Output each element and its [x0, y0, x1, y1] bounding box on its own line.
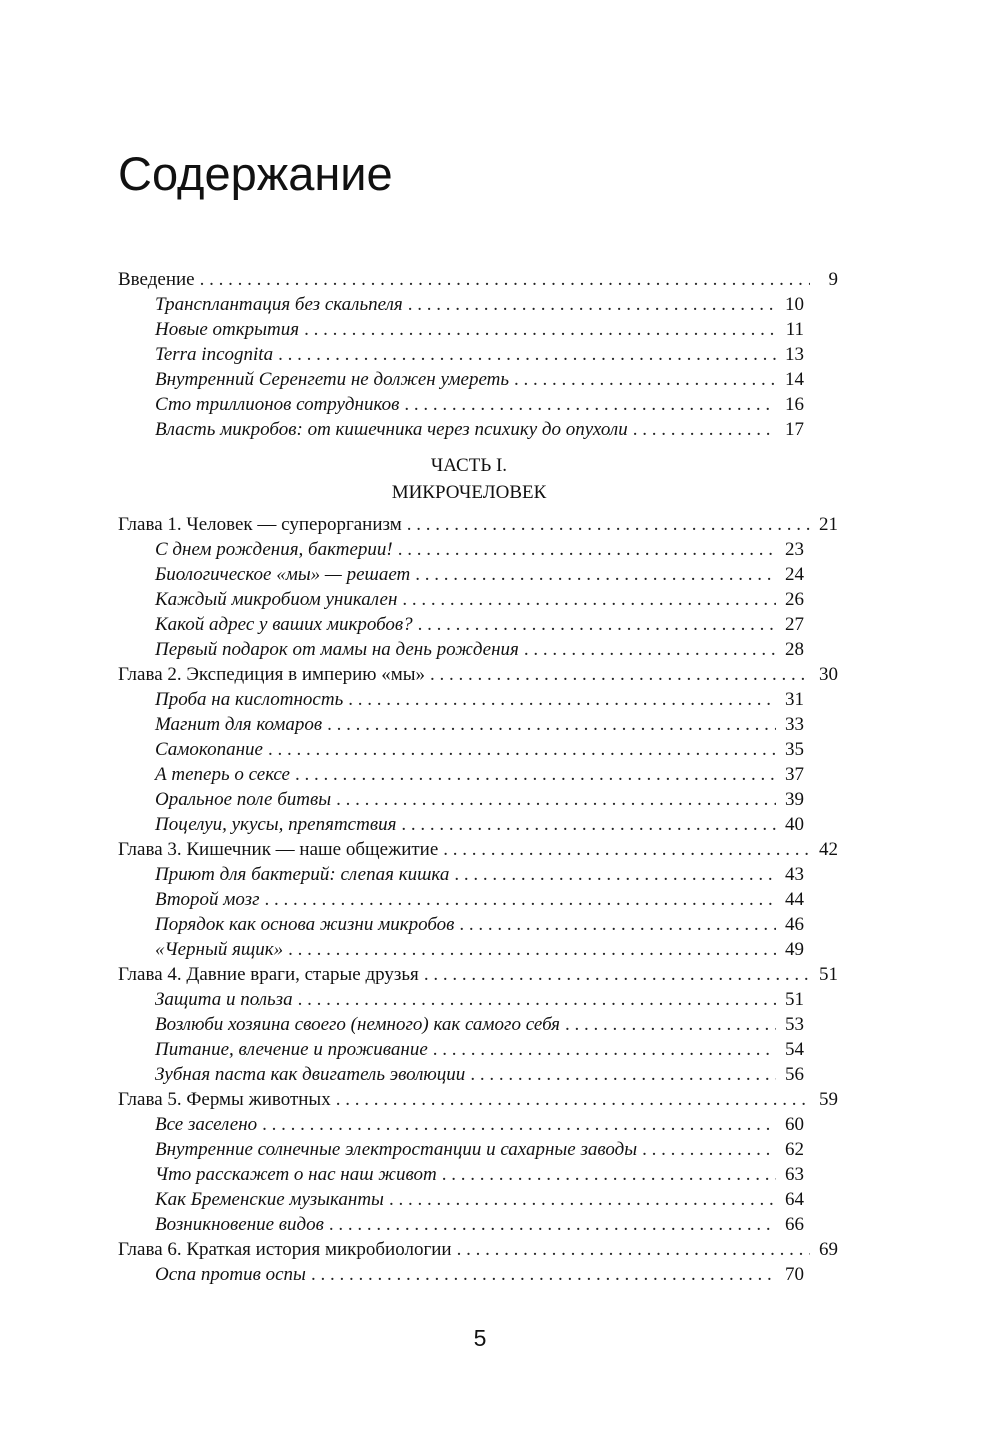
dot-leader: [304, 317, 776, 342]
toc-page-number: 35: [785, 739, 804, 760]
toc-subentry[interactable]: [118, 292, 838, 317]
toc-subentry-label: Проба на кислотность: [155, 689, 344, 710]
toc-entry-label: Глава 3. Кишечник — наше общежитие: [118, 839, 439, 860]
dot-leader: [398, 537, 776, 562]
toc-page-number: 26: [785, 589, 804, 610]
toc-subentry[interactable]: [118, 637, 838, 662]
toc-page-number: 43: [785, 864, 804, 885]
toc-entry-label: Глава 6. Краткая история микробиологии: [118, 1239, 452, 1260]
dot-leader: [565, 1012, 776, 1037]
toc-subentry-label: Зубная паста как двигатель эволюции: [155, 1064, 466, 1085]
toc-subentry-label: Магнит для комаров: [155, 714, 323, 735]
toc-page-number: 44: [785, 889, 804, 910]
toc-subentry[interactable]: [118, 937, 838, 962]
toc-subentry[interactable]: [118, 367, 838, 392]
toc-subentry[interactable]: [118, 687, 838, 712]
toc-entry-chapter-1[interactable]: [118, 512, 838, 537]
toc-page-number: 21: [819, 514, 838, 535]
dot-leader: [402, 587, 776, 612]
toc-subentry[interactable]: [118, 1187, 838, 1212]
toc-subentry[interactable]: [118, 762, 838, 787]
toc-subentry[interactable]: [118, 862, 838, 887]
table-of-contents: [118, 267, 838, 1287]
dot-leader: [415, 562, 776, 587]
toc-subentry-label: Оспа против оспы: [155, 1264, 306, 1285]
toc-subentry-label: Питание, влечение и проживание: [155, 1039, 428, 1060]
toc-subentry-label: Terra incognita: [155, 344, 274, 365]
dot-leader: [311, 1262, 776, 1287]
toc-page-number: 17: [785, 419, 804, 440]
toc-subentry[interactable]: [118, 317, 838, 342]
toc-subentry[interactable]: [118, 1037, 838, 1062]
dot-leader: [268, 737, 776, 762]
toc-subentry-label: С днем рождения, бактерии!: [155, 539, 393, 560]
dot-leader: [430, 662, 810, 687]
toc-subentry-label: Оральное поле битвы: [155, 789, 332, 810]
toc-page-number: 10: [785, 294, 804, 315]
dot-leader: [265, 887, 776, 912]
toc-subentry-label: Все заселено: [155, 1114, 258, 1135]
toc-subentry[interactable]: [118, 812, 838, 837]
toc-subentry[interactable]: [118, 587, 838, 612]
toc-page-number: 42: [819, 839, 838, 860]
toc-page-number: 69: [819, 1239, 838, 1260]
toc-subentry-label: Что расскажет о нас наш живот: [155, 1164, 437, 1185]
toc-entry-chapter-4[interactable]: [118, 962, 838, 987]
toc-page-number: 40: [785, 814, 804, 835]
toc-subentry-label: Новые открытия: [155, 319, 300, 340]
toc-page-number: 13: [785, 344, 804, 365]
toc-page-number: 16: [785, 394, 804, 415]
toc-page-number: 39: [785, 789, 804, 810]
toc-subentry[interactable]: [118, 712, 838, 737]
dot-leader: [633, 417, 776, 442]
toc-subentry[interactable]: [118, 1062, 838, 1087]
toc-subentry-label: А теперь о сексе: [155, 764, 290, 785]
toc-entry-label: Введение: [118, 269, 195, 290]
toc-page-number: 66: [785, 1214, 804, 1235]
toc-page-number: 28: [785, 639, 804, 660]
dot-leader: [459, 912, 776, 937]
toc-page-number: 30: [819, 664, 838, 685]
toc-subentry[interactable]: [118, 1212, 838, 1237]
toc-page-number: 51: [819, 964, 838, 985]
dot-leader: [336, 787, 776, 812]
toc-subentry-label: Внутренний Серенгети не должен умереть: [155, 369, 510, 390]
toc-subentry-label: Какой адрес у ваших микробов?: [155, 614, 413, 635]
toc-page-number: 59: [819, 1089, 838, 1110]
dot-leader: [457, 1237, 810, 1262]
dot-leader: [295, 762, 776, 787]
dot-leader: [327, 712, 776, 737]
dot-leader: [401, 812, 776, 837]
toc-page-number: 31: [785, 689, 804, 710]
toc-page-number: 56: [785, 1064, 804, 1085]
toc-subentry[interactable]: [118, 612, 838, 637]
part-number: ЧАСТЬ I.: [430, 455, 508, 476]
toc-page-number: 63: [785, 1164, 804, 1185]
toc-subentry-label: Самокопание: [155, 739, 263, 760]
part-name: МИКРОЧЕЛОВЕК: [391, 482, 547, 503]
toc-subentry-label: Защита и польза: [155, 989, 293, 1010]
toc-page-number: 53: [785, 1014, 804, 1035]
dot-leader: [262, 1112, 776, 1137]
toc-subentry-label: Возлюби хозяина своего (немного) как самого себя: [155, 1014, 561, 1035]
toc-entry-chapter-6[interactable]: [118, 1237, 838, 1262]
toc-page-number: 33: [785, 714, 804, 735]
toc-subentry-label: Первый подарок от мамы на день рождения: [155, 639, 519, 660]
toc-subentry-label: Внутренние солнечные электростанции и сахарные заводы: [155, 1139, 638, 1160]
toc-subentry[interactable]: [118, 1262, 838, 1287]
toc-subentry[interactable]: [118, 887, 838, 912]
toc-entry-intro[interactable]: [118, 267, 838, 292]
toc-entry-label: Глава 4. Давние враги, старые друзья: [118, 964, 419, 985]
toc-subentry-label: Поцелуи, укусы, препятствия: [155, 814, 397, 835]
toc-entry-label: Глава 1. Человек — суперорганизм: [118, 514, 402, 535]
toc-subentry[interactable]: [118, 537, 838, 562]
toc-page-number: 9: [828, 269, 838, 290]
toc-page-number: 27: [785, 614, 804, 635]
dot-leader: [424, 962, 810, 987]
dot-leader: [389, 1187, 776, 1212]
toc-page-number: 14: [785, 369, 804, 390]
toc-subentry[interactable]: [118, 417, 838, 442]
page-number: 5: [473, 1325, 487, 1351]
toc-entry-chapter-5[interactable]: [118, 1087, 838, 1112]
dot-leader: [407, 512, 810, 537]
toc-page-number: 11: [785, 319, 804, 340]
toc-page-number: 46: [785, 914, 804, 935]
toc-subentry[interactable]: [118, 342, 838, 367]
toc-subentry[interactable]: [118, 1112, 838, 1137]
dot-leader: [278, 342, 776, 367]
toc-page-number: 60: [785, 1114, 804, 1135]
toc-page-number: 23: [785, 539, 804, 560]
toc-page-number: 24: [785, 564, 804, 585]
dot-leader: [433, 1037, 776, 1062]
dot-leader: [336, 1087, 810, 1112]
dot-leader: [642, 1137, 776, 1162]
toc-subentry[interactable]: [118, 1012, 838, 1037]
toc-subentry[interactable]: [118, 912, 838, 937]
toc-subentry-label: Второй мозг: [155, 889, 260, 910]
dot-leader: [443, 837, 810, 862]
toc-subentry-label: «Черный ящик»: [155, 939, 284, 960]
toc-subentry-label: Как Бременские музыканты: [155, 1189, 384, 1210]
dot-leader: [298, 987, 776, 1012]
toc-subentry-label: Власть микробов: от кишечника через психику до опухоли: [155, 419, 628, 440]
toc-page-number: 37: [785, 764, 804, 785]
toc-subentry[interactable]: [118, 987, 838, 1012]
toc-subentry-label: Каждый микробиом уникален: [155, 589, 398, 610]
toc-subentry[interactable]: [118, 392, 838, 417]
toc-subentry[interactable]: [118, 562, 838, 587]
toc-subentry-label: Возникновение видов: [155, 1214, 324, 1235]
dot-leader: [454, 862, 776, 887]
dot-leader: [442, 1162, 776, 1187]
page-title: Содержание: [118, 147, 393, 200]
toc-page-number: 49: [785, 939, 804, 960]
dot-leader: [408, 292, 776, 317]
toc-subentry[interactable]: [118, 787, 838, 812]
toc-subentry-label: Трансплантация без скальпеля: [155, 294, 403, 315]
dot-leader: [329, 1212, 776, 1237]
dot-leader: [470, 1062, 776, 1087]
toc-entry-label: Глава 5. Фермы животных: [118, 1089, 331, 1110]
toc-subentry[interactable]: [118, 737, 838, 762]
toc-page-number: 51: [785, 989, 804, 1010]
dot-leader: [404, 392, 776, 417]
toc-page-number: 70: [785, 1264, 804, 1285]
toc-subentry[interactable]: [118, 1137, 838, 1162]
dot-leader: [288, 937, 776, 962]
toc-subentry[interactable]: [118, 1162, 838, 1187]
toc-subentry-label: Биологическое «мы» — решает: [155, 564, 411, 585]
toc-page-number: 54: [785, 1039, 804, 1060]
toc-page-number: 62: [785, 1139, 804, 1160]
dot-leader: [524, 637, 776, 662]
dot-leader: [418, 612, 776, 637]
toc-subentry-label: Сто триллионов сотрудников: [155, 394, 400, 415]
toc-page-number: 64: [785, 1189, 804, 1210]
toc-entry-label: Глава 2. Экспедиция в империю «мы»: [118, 664, 426, 685]
toc-subentry-label: Порядок как основа жизни микробов: [155, 914, 455, 935]
toc-subentry-label: Приют для бактерий: слепая кишка: [155, 864, 450, 885]
dot-leader: [348, 687, 776, 712]
toc-entry-chapter-2[interactable]: [118, 662, 838, 687]
dot-leader: [200, 267, 810, 292]
dot-leader: [514, 367, 776, 392]
toc-entry-chapter-3[interactable]: [118, 837, 838, 862]
